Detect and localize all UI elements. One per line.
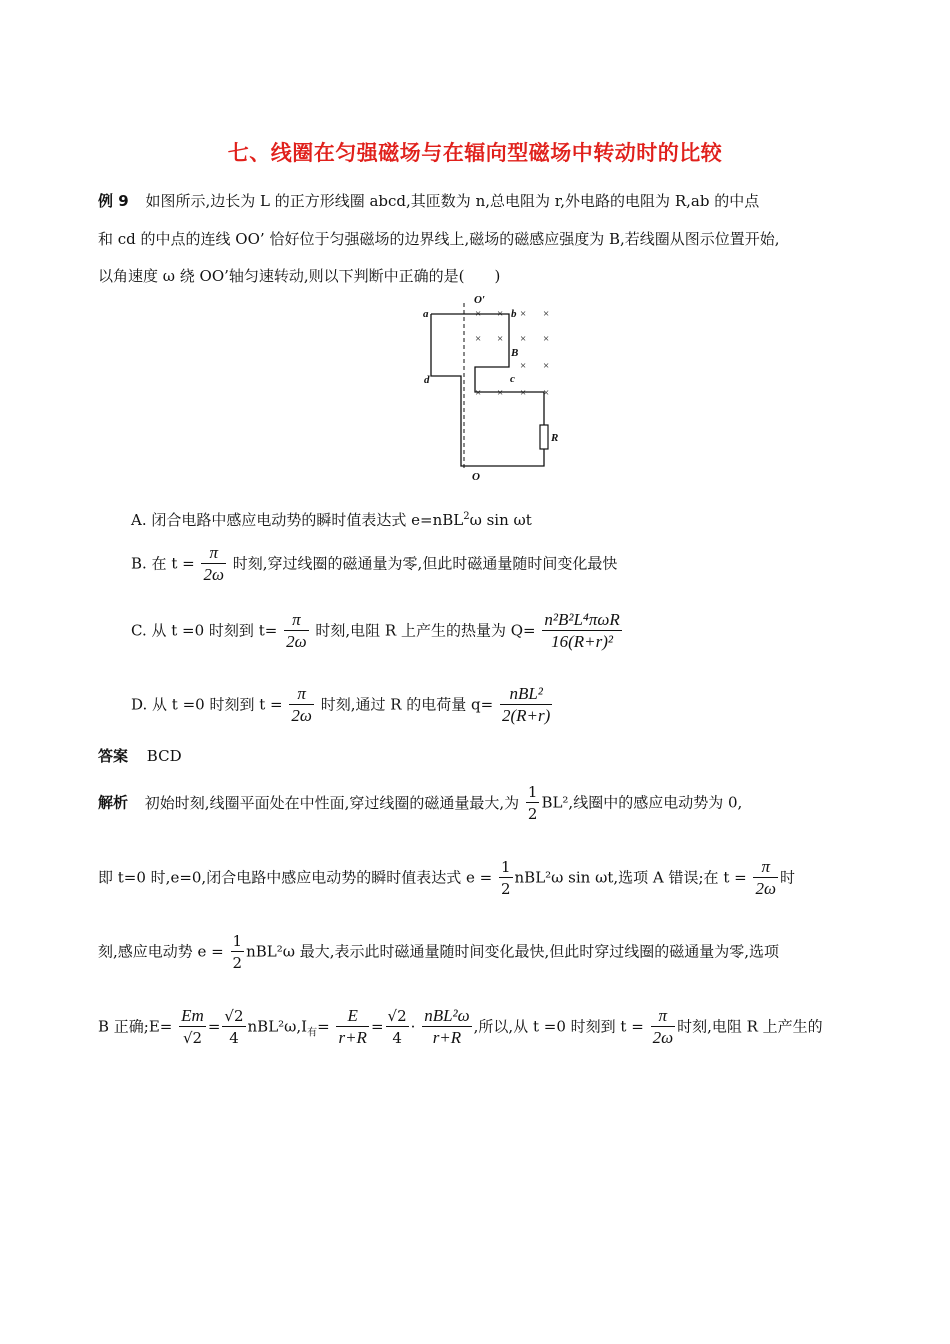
label-a: a: [423, 308, 429, 320]
analysis-line-1: 解析 初始时刻,线圈平面处在中性面,穿过线圈的磁通量最大,为 $\frac{1}{2}$ BL²,线圈中的感应电动势为 0,: [98, 783, 743, 823]
svg-text:×: ×: [543, 360, 550, 372]
label-o-top: O′: [474, 294, 486, 306]
svg-text:×: ×: [543, 308, 550, 320]
svg-text:×: ×: [497, 387, 504, 399]
label-c: c: [510, 373, 515, 385]
analysis-line-2: 即 t=0 时,e=0,闭合电路中感应电动势的瞬时值表达式 e = $\frac{1}{2}$ nBL²ω sin ωt,选项 A 错误;在 t = $\frac{\pi}{2\omega}$ 时: [98, 857, 795, 898]
option-a: A. 闭合电路中感应电动势的瞬时值表达式 e=nBL$^2$ω sin ωt: [131, 511, 532, 529]
problem-line-2: 和 cd 的中点的连线 OO’ 恰好位于匀强磁场的边界线上,磁场的磁感应强度为 B,若线圈从图示位置开始,: [98, 230, 780, 248]
svg-text:×: ×: [543, 387, 550, 399]
answer-value: BCD: [146, 747, 182, 765]
analysis-label: 解析: [98, 793, 129, 812]
analysis-line-3: 刻,感应电动势 e = $\frac{1}{2}$ nBL²ω 最大,表示此时磁通量随时间变化最快,但此时穿过线圈的磁通量为零,选项: [98, 932, 780, 972]
problem-label: 例 9: [98, 192, 129, 210]
svg-text:×: ×: [520, 360, 527, 372]
svg-text:×: ×: [497, 308, 504, 320]
analysis-line-4: B 正确;E= $\frac{Em}{√2}$ = $\frac{√2}{4}$ $nBL^2\omega,I_有=$ $\frac{E}{r+R}$ = $\frac{√2}{4}$ · $\frac{\text{nBL²ω}}{r+R}$ ,所以,从 t =0 时刻到 t = $\frac{\pi}{2\omega}$ 时刻,电阻 R 上产生的: [98, 1006, 823, 1047]
answer: [98, 746, 182, 766]
option-b: B. 在 t = $\frac{\pi}{2\omega}$ 时刻,穿过线圈的磁通量为零,但此时磁通量随时间变化最快: [131, 543, 618, 584]
label-d: d: [424, 374, 430, 386]
svg-text:×: ×: [520, 333, 527, 345]
svg-text:×: ×: [475, 308, 482, 320]
svg-text:×: ×: [543, 333, 550, 345]
svg-text:×: ×: [520, 387, 527, 399]
option-c: C. 从 t =0 时刻到 t= $\frac{\pi}{2\omega}$ 时刻,电阻 R 上产生的热量为 Q= $\frac{\text{n²B²L⁴πωR}}{\text{16(R+r)²}}$: [131, 610, 620, 651]
label-r: R: [551, 432, 559, 444]
problem-line-1: [98, 191, 759, 211]
svg-text:×: ×: [497, 333, 504, 345]
svg-text:×: ×: [475, 387, 482, 399]
answer-label: 答案: [98, 747, 129, 765]
circuit-figure: [415, 288, 565, 488]
label-o-bottom: O: [472, 471, 480, 483]
label-b: b: [511, 308, 517, 320]
section-title: 七、线圈在匀强磁场与在辐向型磁场中转动时的比较: [227, 141, 723, 165]
resistor-symbol: [540, 425, 548, 449]
option-d: D. 从 t =0 时刻到 t = $\frac{\pi}{2\omega}$ 时刻,通过 R 的电荷量 q= $\frac{\text{nBL²}}{2(R+r)}$: [131, 684, 551, 725]
coil-wire: [431, 314, 544, 466]
problem-line-3: 以角速度 ω 绕 OO’轴匀速转动,则以下判断中正确的是( ): [98, 267, 501, 285]
svg-text:×: ×: [475, 333, 482, 345]
problem-text-1: 如图所示,边长为 L 的正方形线圈 abcd,其匝数为 n,总电阻为 r,外电路的电阻为 R,ab 的中点: [145, 192, 760, 210]
svg-text:×: ×: [520, 308, 527, 320]
label-b-field: B: [511, 347, 519, 359]
